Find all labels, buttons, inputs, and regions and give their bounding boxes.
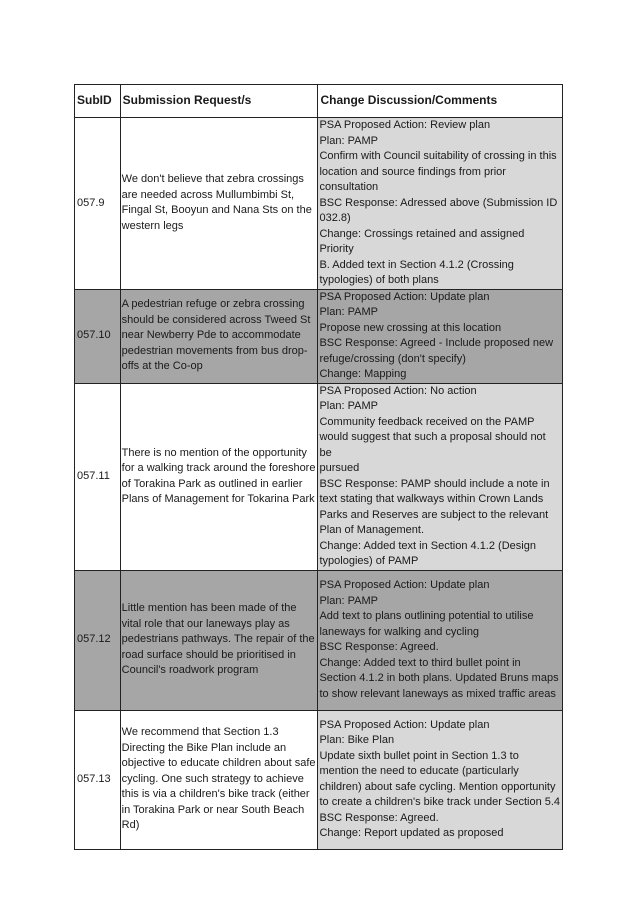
comment-line: would suggest that such a proposal should not be xyxy=(319,431,546,459)
comment-line: to show relevant laneways as mixed traffic areas xyxy=(319,687,556,700)
comment-line: PSA Proposed Action: Update plan xyxy=(319,290,490,303)
comment-line: Plan: PAMP xyxy=(319,594,378,607)
comment-line: Community feedback received on the PAMP xyxy=(319,415,535,428)
request-line: objective to educate children about safe xyxy=(121,757,316,770)
comment-line: Parks and Reserves are subject to the relevant xyxy=(319,508,549,521)
request-line: should be considered across Tweed St xyxy=(121,313,311,326)
change-comments-cell xyxy=(318,383,563,570)
comment-line: to create a children's bike track under Section 5.4 xyxy=(319,796,561,808)
comment-line: laneways for walking and cycling xyxy=(319,625,480,638)
comment-line: Plan: PAMP xyxy=(319,134,378,147)
request-line: western legs xyxy=(121,219,184,232)
change-comments-cell xyxy=(318,118,563,290)
change-comments-cell xyxy=(318,710,563,849)
comment-line: Add text to plans outlining potential to utilise xyxy=(319,610,534,622)
comment-line: mention the need to educate (particularly xyxy=(319,765,519,777)
comment-line: Update sixth bullet point in Section 1.3 to xyxy=(319,749,519,762)
request-line: in Torakina Park or near South Beach xyxy=(121,803,305,816)
request-line: this is via a children's bike track (either xyxy=(121,788,310,801)
header-change-discussion: Change Discussion/Comments xyxy=(318,85,563,118)
request-line: We don't believe that zebra crossings xyxy=(121,173,304,186)
header-subid: SubID xyxy=(75,85,121,118)
header-row xyxy=(75,85,563,118)
submission-request-cell xyxy=(120,570,318,710)
sub-id-cell: 057.13 xyxy=(75,710,121,849)
comment-line: Plan of Management. xyxy=(319,524,425,536)
comment-line: Plan: PAMP xyxy=(319,400,378,412)
request-line: Plans of Management for Tokarina Park xyxy=(121,493,315,505)
comment-line: Plan: PAMP xyxy=(319,306,378,318)
comment-line: text stating that walkways within Crown Lands xyxy=(319,493,544,505)
comment-line: Plan: Bike Plan xyxy=(319,734,395,746)
table-row xyxy=(75,710,563,849)
comment-line: PSA Proposed Action: No action xyxy=(319,384,477,397)
request-line: road surface should be prioritised in xyxy=(121,648,296,661)
sub-id-cell: 057.9 xyxy=(75,118,121,290)
comment-line: BSC Response: Adressed above (Submission ID xyxy=(319,196,558,209)
submissions-table xyxy=(74,84,563,850)
change-comments-cell xyxy=(318,289,563,383)
comment-line: BSC Response: Agreed. xyxy=(319,641,439,653)
request-line: Little mention has been made of the xyxy=(121,602,297,615)
comment-line: Change: Report updated as proposed xyxy=(319,827,504,839)
request-line: cycling. One such strategy to achieve xyxy=(121,772,304,785)
request-line: pedestrian movements from bus drop- xyxy=(121,344,308,357)
comment-line: Change: Crossings retained and assigned Priority xyxy=(319,227,525,255)
request-line: are needed across Mullumbimbi St, xyxy=(121,188,295,201)
comment-line: Propose new crossing at this location xyxy=(319,321,502,334)
comment-line: BSC Response: Agreed. xyxy=(319,811,439,824)
comment-line: PSA Proposed Action: Review plan xyxy=(319,119,491,131)
table-row xyxy=(75,570,563,710)
request-line: offs at the Co-op xyxy=(121,360,203,373)
sub-id-cell: 057.10 xyxy=(75,289,121,383)
comment-line: location and source findings from prior xyxy=(319,165,506,178)
comment-line: typologies) of PAMP xyxy=(319,555,419,567)
sub-id-cell: 057.11 xyxy=(75,383,121,570)
comment-line: PSA Proposed Action: Update plan xyxy=(319,579,490,591)
comment-line: Change: Added text in Section 4.1.2 (Design xyxy=(319,539,536,552)
request-line: Rd) xyxy=(121,819,140,832)
submission-request-cell xyxy=(120,289,318,383)
comment-line: pursued xyxy=(319,462,360,474)
comment-line: consultation xyxy=(319,181,379,193)
sub-id-cell: 057.12 xyxy=(75,570,121,710)
table-row xyxy=(75,118,563,290)
request-line: of Torakina Park as outlined in earlier xyxy=(121,477,303,490)
comment-line: PSA Proposed Action: Update plan xyxy=(319,718,490,731)
request-line: We recommend that Section 1.3 xyxy=(121,726,279,739)
comment-line: BSC Response: PAMP should include a note in xyxy=(319,477,550,490)
change-comments-cell xyxy=(318,570,563,710)
request-line: Fingal St, Booyun and Nana Sts on the xyxy=(121,204,312,217)
table-row xyxy=(75,383,563,570)
comment-line: Change: Mapping xyxy=(319,368,407,380)
comment-line: 032.8) xyxy=(319,212,351,224)
request-line: vital role that our laneways play as xyxy=(121,617,290,630)
request-line: Directing the Bike Plan include an xyxy=(121,741,287,754)
comment-line: typologies) of both plans xyxy=(319,274,439,286)
comment-line: Confirm with Council suitability of crossing in this xyxy=(319,150,557,162)
comment-line: Section 4.1.2 in both plans. Updated Bruns maps xyxy=(319,672,559,684)
table-row xyxy=(75,289,563,383)
header-submission-request: Submission Request/s xyxy=(120,85,318,118)
comment-line: BSC Response: Agreed - Include proposed new xyxy=(319,337,554,349)
request-line: for a walking track around the foreshore xyxy=(121,462,316,474)
submission-request-cell xyxy=(120,710,318,849)
request-line: pedestrians pathways. The repair of the xyxy=(121,633,315,646)
comment-line: B. Added text in Section 4.1.2 (Crossing xyxy=(319,258,514,271)
submission-request-cell xyxy=(120,118,318,290)
comment-line: children) about safe cycling. Mention opportunity xyxy=(319,780,556,793)
submission-request-cell xyxy=(120,383,318,570)
request-line: near Newberry Pde to accommodate xyxy=(121,329,301,342)
comment-line: refuge/crossing (don't specify) xyxy=(319,352,466,365)
request-line: Council's roadwork program xyxy=(121,664,259,677)
request-line: There is no mention of the opportunity xyxy=(121,446,307,459)
comment-line: Change: Added text to third bullet point in xyxy=(319,656,521,669)
request-line: A pedestrian refuge or zebra crossing xyxy=(121,298,305,311)
